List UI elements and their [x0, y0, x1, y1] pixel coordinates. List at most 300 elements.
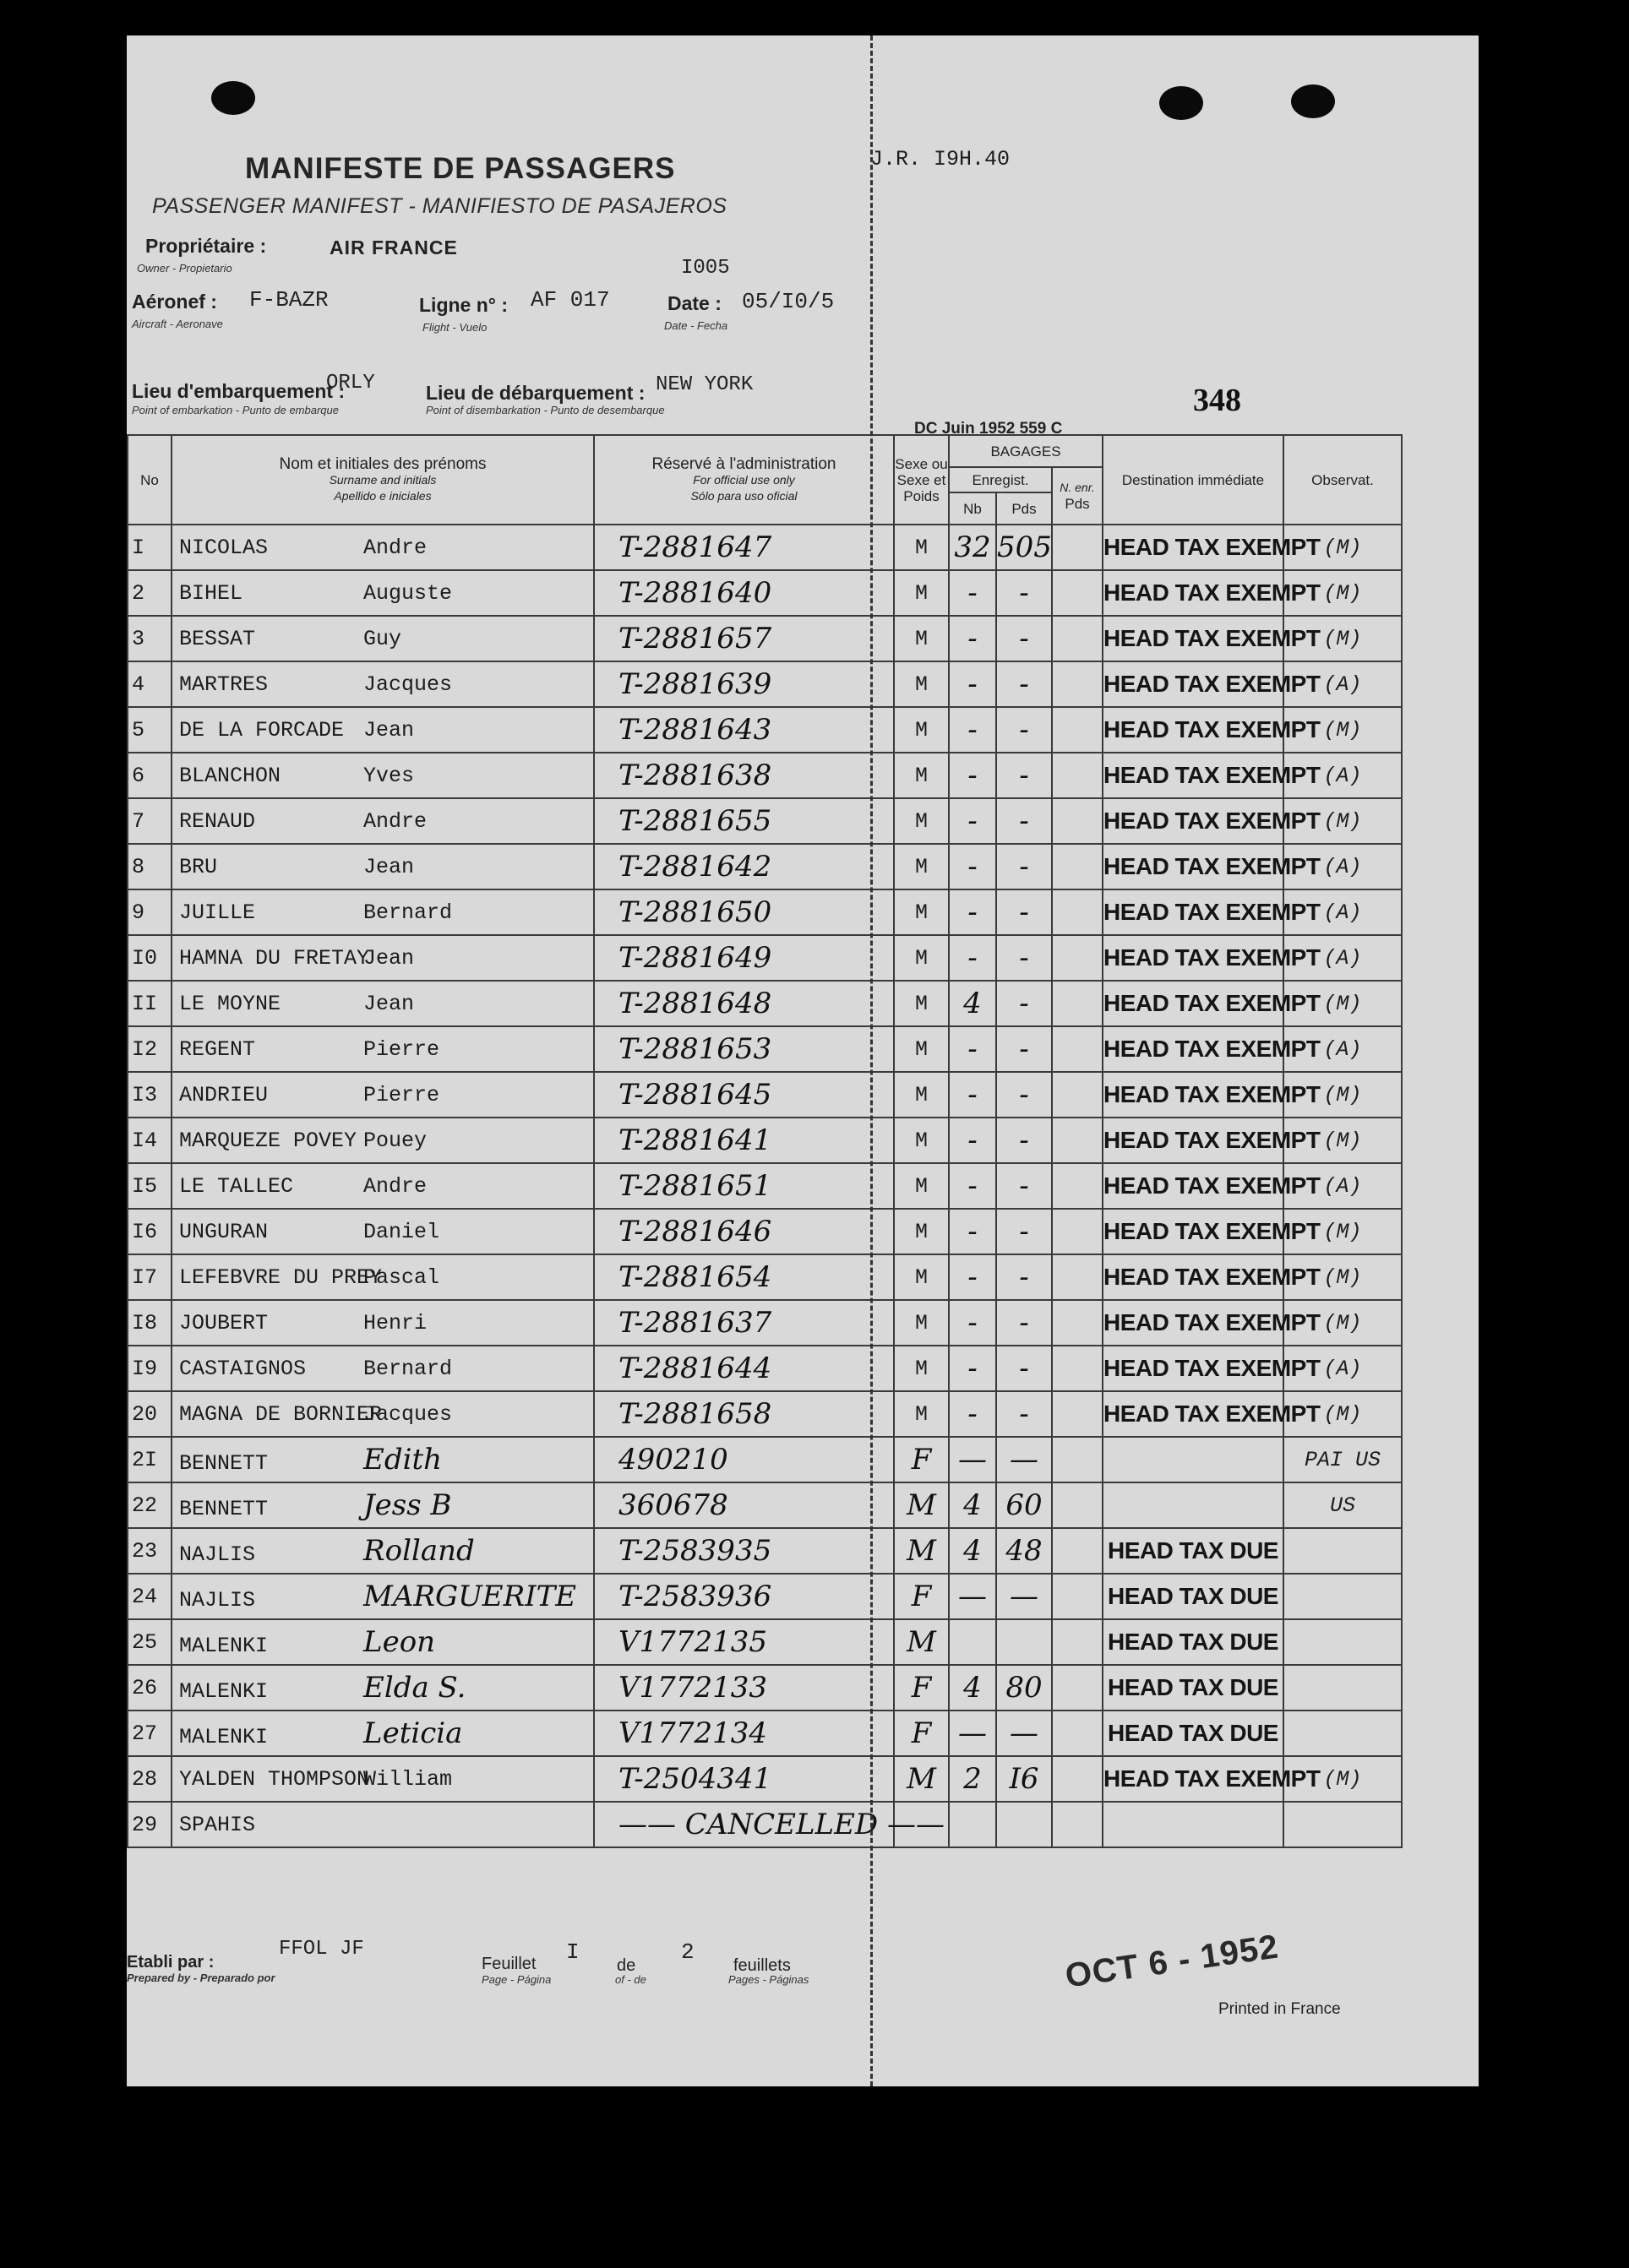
- passenger-rows: [128, 525, 1402, 1847]
- passenger-name: [172, 981, 594, 1026]
- destination-cell: [1103, 1300, 1321, 1346]
- table-row: [128, 753, 1402, 798]
- destination-cell: [1103, 1072, 1321, 1118]
- ticket-value: 360678: [618, 1488, 728, 1522]
- unregistered-weight: [1052, 1346, 1103, 1391]
- sex-value: M: [914, 1310, 928, 1335]
- baggage-count: [949, 1163, 996, 1209]
- baggage-weight: [996, 844, 1052, 889]
- sex-cell: [894, 616, 949, 661]
- sex-cell: [894, 1711, 949, 1756]
- baggage-count: [949, 1026, 996, 1072]
- sheet-value: I: [566, 1939, 580, 1965]
- time-value: I005: [681, 257, 730, 280]
- passenger-first-name: Bernard: [363, 1356, 453, 1381]
- ticket-value: V1772135: [618, 1625, 767, 1659]
- sex-value: M: [914, 945, 928, 971]
- sex-value: M: [914, 854, 928, 879]
- baggage-weight: [996, 1574, 1052, 1619]
- table-row: [128, 707, 1402, 753]
- of-value: 2: [681, 1939, 695, 1965]
- passenger-surname: MARTRES: [179, 672, 269, 697]
- passenger-surname: BESSAT: [179, 626, 256, 651]
- table-row: [128, 1391, 1402, 1437]
- destination-cell: [1103, 1528, 1283, 1574]
- baggage-count-value: -: [967, 759, 978, 792]
- passenger-first-name: Guy: [363, 626, 402, 651]
- sex-value: M: [914, 763, 928, 788]
- head-tax-stamp: HEAD TAX DUE: [1108, 1536, 1278, 1564]
- unregistered-weight: [1052, 935, 1103, 981]
- passenger-surname: MALENKI: [179, 1725, 269, 1749]
- baggage-count-value: -: [967, 804, 978, 838]
- aircraft-label: Aéronef :: [132, 291, 217, 313]
- aircraft-sublabel: Aircraft - Aeronave: [132, 318, 223, 330]
- baggage-count-value: -: [967, 1123, 978, 1157]
- sex-value: F: [911, 1580, 932, 1613]
- head-tax-stamp: HEAD TAX EXEMPT: [1103, 670, 1321, 697]
- passenger-first-name: Elda S.: [363, 1671, 466, 1705]
- observation-cell: (M): [1283, 525, 1402, 570]
- baggage-count: [949, 1391, 996, 1437]
- ticket-number: [594, 1391, 894, 1437]
- baggage-weight-value: -: [1019, 1215, 1029, 1248]
- baggage-weight-value: -: [1019, 1397, 1029, 1431]
- unregistered-weight: [1052, 1072, 1103, 1118]
- head-tax-stamp: HEAD TAX DUE: [1108, 1673, 1278, 1700]
- destination-cell: [1103, 981, 1321, 1026]
- ticket-number: [594, 707, 894, 753]
- ticket-number: [594, 1300, 894, 1346]
- baggage-count-value: -: [967, 1260, 978, 1294]
- baggage-weight: [996, 935, 1052, 981]
- manifest-title: MANIFESTE DE PASSAGERS: [245, 152, 676, 185]
- unregistered-weight: [1052, 1118, 1103, 1163]
- sheets-label: feuillets: [733, 1956, 791, 1975]
- baggage-count: [949, 798, 996, 844]
- sex-value: M: [914, 672, 928, 697]
- ticket-number: [594, 798, 894, 844]
- disembark-value: NEW YORK: [656, 373, 754, 396]
- baggage-count-value: -: [967, 1352, 978, 1385]
- head-tax-stamp: HEAD TAX EXEMPT: [1103, 1172, 1321, 1199]
- punch-hole-right: [1159, 86, 1203, 120]
- table-row: [128, 525, 1402, 570]
- baggage-weight: [996, 1482, 1052, 1528]
- row-number: 2: [128, 570, 172, 616]
- row-number: II: [128, 981, 172, 1026]
- passenger-name: [172, 1391, 594, 1437]
- ticket-number: [594, 753, 894, 798]
- row-number: 7: [128, 798, 172, 844]
- table-row: [128, 889, 1402, 935]
- observation-cell: (A): [1283, 1026, 1402, 1072]
- baggage-count: [949, 1528, 996, 1574]
- destination-cell: [1103, 798, 1321, 844]
- passenger-name: [172, 1254, 594, 1300]
- baggage-count: [949, 1802, 996, 1847]
- passenger-name: [172, 798, 594, 844]
- unregistered-weight: [1052, 1163, 1103, 1209]
- head-tax-stamp: HEAD TAX EXEMPT: [1103, 1035, 1321, 1062]
- observation-cell: (M): [1283, 616, 1402, 661]
- passenger-surname: DE LA FORCADE: [179, 717, 345, 742]
- passenger-surname: LE MOYNE: [179, 991, 281, 1016]
- unregistered-weight: [1052, 1802, 1103, 1847]
- row-number: 6: [128, 753, 172, 798]
- unregistered-weight: [1052, 798, 1103, 844]
- passenger-surname: NICOLAS: [179, 535, 269, 560]
- sheet-sublabel: Page - Página: [482, 1973, 552, 1986]
- observation-cell: (A): [1283, 1346, 1402, 1391]
- sex-cell: [894, 1209, 949, 1254]
- ticket-value: T-2504341: [618, 1762, 772, 1796]
- passenger-first-name: Jean: [363, 991, 415, 1016]
- ticket-value: T-2881639: [618, 667, 772, 701]
- destination-cell: [1103, 1619, 1283, 1665]
- baggage-count: [949, 1118, 996, 1163]
- table-row: [128, 1163, 1402, 1209]
- sex-value: M: [914, 1082, 928, 1107]
- ticket-value: T-2881643: [618, 713, 772, 747]
- destination-cell: [1103, 1391, 1321, 1437]
- table-row: [128, 661, 1402, 707]
- passenger-first-name: Pierre: [363, 1036, 440, 1062]
- baggage-weight-value: 505: [997, 530, 1052, 564]
- sheet-label: Feuillet: [482, 1955, 537, 1973]
- baggage-count-value: -: [967, 941, 978, 975]
- sex-value: M: [914, 1356, 928, 1381]
- sex-cell: [894, 1163, 949, 1209]
- ticket-number: [594, 981, 894, 1026]
- passenger-name: [172, 1300, 594, 1346]
- baggage-weight: [996, 753, 1052, 798]
- baggage-weight: [996, 1209, 1052, 1254]
- passenger-name: [172, 1482, 594, 1528]
- baggage-count: [949, 1300, 996, 1346]
- passenger-first-name: Jacques: [363, 672, 453, 697]
- baggage-count-value: -: [967, 576, 978, 610]
- head-tax-stamp: HEAD TAX EXEMPT: [1103, 1308, 1321, 1335]
- sex-cell: [894, 707, 949, 753]
- ticket-number: [594, 1254, 894, 1300]
- baggage-count: [949, 1756, 996, 1802]
- ticket-value: T-2881641: [618, 1123, 772, 1157]
- passenger-first-name: Jean: [363, 717, 415, 742]
- head-tax-stamp: HEAD TAX EXEMPT: [1103, 944, 1321, 971]
- destination-cell: [1103, 1163, 1321, 1209]
- passenger-first-name: Daniel: [363, 1219, 440, 1244]
- sex-cell: [894, 981, 949, 1026]
- flight-sublabel: Flight - Vuelo: [422, 321, 488, 334]
- baggage-weight: [996, 1711, 1052, 1756]
- destination-cell: [1103, 661, 1321, 707]
- col-observ: Observat.: [1283, 435, 1402, 525]
- sex-value: M: [914, 535, 928, 560]
- passenger-first-name: William: [363, 1766, 453, 1792]
- table-row: [128, 1209, 1402, 1254]
- baggage-weight-value: -: [1019, 1032, 1029, 1066]
- passenger-surname: MALENKI: [179, 1634, 269, 1658]
- passenger-surname: RENAUD: [179, 808, 256, 834]
- col-registered: Enregist.: [949, 467, 1052, 492]
- ticket-value: T-2881653: [618, 1032, 772, 1066]
- date-stamp: OCT 6 - 1952: [1063, 1928, 1282, 1995]
- row-number: I9: [128, 1346, 172, 1391]
- ticket-value: T-2881651: [618, 1169, 772, 1203]
- unregistered-weight: [1052, 844, 1103, 889]
- ticket-value: —— CANCELLED ——: [618, 1808, 945, 1841]
- passenger-name: [172, 1437, 594, 1482]
- baggage-weight-value: -: [1019, 1169, 1029, 1203]
- passenger-first-name: Pascal: [363, 1265, 440, 1290]
- observation-cell: US: [1283, 1482, 1402, 1528]
- passenger-surname: BRU: [179, 854, 218, 879]
- head-tax-stamp: HEAD TAX DUE: [1108, 1719, 1278, 1746]
- ticket-number: [594, 1026, 894, 1072]
- baggage-weight: [996, 1665, 1052, 1711]
- of-sublabel: of - de: [615, 1973, 646, 1986]
- baggage-count-value: 32: [954, 530, 991, 564]
- ticket-number: [594, 935, 894, 981]
- sex-cell: [894, 1391, 949, 1437]
- row-number: I2: [128, 1026, 172, 1072]
- passenger-surname: LE TALLEC: [179, 1173, 294, 1199]
- table-row: [128, 1072, 1402, 1118]
- sex-cell: [894, 525, 949, 570]
- unregistered-weight: [1052, 981, 1103, 1026]
- row-number: 29: [128, 1802, 172, 1847]
- head-tax-stamp: HEAD TAX EXEMPT: [1103, 1126, 1321, 1153]
- date-sublabel: Date - Fecha: [664, 319, 728, 332]
- form-code: DC Juin 1952 559 C: [914, 420, 1063, 438]
- baggage-weight: [996, 707, 1052, 753]
- sex-cell: [894, 1118, 949, 1163]
- passenger-name: [172, 889, 594, 935]
- observation-cell: (M): [1283, 1300, 1402, 1346]
- row-number: 4: [128, 661, 172, 707]
- unregistered-weight: [1052, 1574, 1103, 1619]
- head-tax-stamp: HEAD TAX EXEMPT: [1103, 533, 1321, 560]
- baggage-count-value: 4: [963, 1534, 982, 1568]
- baggage-weight: [996, 525, 1052, 570]
- baggage-count-value: -: [967, 713, 978, 747]
- ticket-number: [594, 1209, 894, 1254]
- ticket-value: T-2881648: [618, 987, 772, 1020]
- unregistered-weight: [1052, 1254, 1103, 1300]
- table-row: [128, 981, 1402, 1026]
- unregistered-weight: [1052, 1711, 1103, 1756]
- of-label: de: [617, 1956, 636, 1975]
- baggage-count: [949, 1619, 996, 1665]
- row-number: I: [128, 525, 172, 570]
- sex-cell: [894, 1254, 949, 1300]
- baggage-count-value: -: [967, 1215, 978, 1248]
- passenger-surname: NAJLIS: [179, 1542, 256, 1567]
- passenger-surname: MARQUEZE POVEY: [179, 1128, 357, 1153]
- baggage-weight-value: 48: [1005, 1534, 1043, 1568]
- ticket-number: [594, 844, 894, 889]
- sex-cell: [894, 661, 949, 707]
- baggage-count-value: 4: [963, 1488, 982, 1522]
- observation-cell: (M): [1283, 1756, 1402, 1802]
- row-number: 2I: [128, 1437, 172, 1482]
- ticket-number: [594, 1072, 894, 1118]
- unregistered-weight: [1052, 1300, 1103, 1346]
- sex-value: F: [911, 1716, 932, 1750]
- passenger-first-name: Edith: [363, 1443, 443, 1477]
- baggage-weight-value: -: [1019, 987, 1029, 1020]
- destination-cell: [1103, 1711, 1283, 1756]
- baggage-weight: [996, 1756, 1052, 1802]
- flight-label: Ligne n° :: [419, 294, 509, 316]
- row-number: 23: [128, 1528, 172, 1574]
- ticket-value: V1772134: [618, 1716, 767, 1750]
- baggage-weight: [996, 1026, 1052, 1072]
- destination-cell: [1103, 616, 1321, 661]
- table-row: [128, 1802, 1402, 1847]
- ticket-number: [594, 889, 894, 935]
- destination-cell: [1103, 707, 1321, 753]
- passenger-surname: BENNETT: [179, 1497, 269, 1521]
- ticket-number: [594, 1482, 894, 1528]
- passenger-name: [172, 1118, 594, 1163]
- baggage-count-value: —: [958, 1580, 987, 1613]
- ticket-value: T-2881644: [618, 1352, 772, 1385]
- head-tax-stamp: HEAD TAX EXEMPT: [1103, 807, 1321, 834]
- passenger-name: [172, 1026, 594, 1072]
- baggage-weight: [996, 1118, 1052, 1163]
- sex-value: M: [907, 1534, 936, 1568]
- row-number: I8: [128, 1300, 172, 1346]
- aircraft-value: F-BAZR: [249, 287, 329, 313]
- baggage-weight-value: -: [1019, 1260, 1029, 1294]
- passenger-first-name: Andre: [363, 808, 428, 834]
- sex-value: M: [914, 1401, 928, 1427]
- ticket-number: [594, 525, 894, 570]
- sex-cell: [894, 1072, 949, 1118]
- ticket-value: T-2583935: [618, 1534, 772, 1568]
- baggage-weight-value: -: [1019, 1123, 1029, 1157]
- unregistered-weight: [1052, 616, 1103, 661]
- prepared-label: Etabli par :: [127, 1953, 215, 1972]
- punch-hole-left: [211, 81, 255, 115]
- ticket-number: [594, 1619, 894, 1665]
- observation-cell: (M): [1283, 1254, 1402, 1300]
- destination-cell: [1103, 1209, 1321, 1254]
- sex-value: M: [907, 1762, 936, 1796]
- sex-value: M: [907, 1488, 936, 1522]
- prepared-sublabel: Prepared by - Preparado por: [127, 1972, 275, 1984]
- passenger-table: [127, 434, 1403, 1848]
- observation-cell: (A): [1283, 935, 1402, 981]
- baggage-count-value: -: [967, 622, 978, 655]
- owner-label: Propriétaire :: [145, 235, 267, 257]
- table-row: [128, 1346, 1402, 1391]
- baggage-count-value: -: [967, 1306, 978, 1340]
- baggage-count: [949, 1482, 996, 1528]
- col-sex: Sexe ou Sexe et Poids: [894, 435, 949, 525]
- passenger-name: [172, 1528, 594, 1574]
- sex-value: F: [911, 1671, 932, 1705]
- baggage-count: [949, 1254, 996, 1300]
- row-number: 8: [128, 844, 172, 889]
- table-row: [128, 1026, 1402, 1072]
- passenger-name: [172, 935, 594, 981]
- baggage-count: [949, 1346, 996, 1391]
- head-tax-stamp: HEAD TAX EXEMPT: [1103, 898, 1321, 925]
- ticket-value: T-2583936: [618, 1580, 772, 1613]
- table-row: [128, 798, 1402, 844]
- observation-cell: [1283, 1528, 1402, 1574]
- sex-cell: [894, 1528, 949, 1574]
- head-tax-stamp: HEAD TAX EXEMPT: [1103, 715, 1321, 742]
- ticket-value: T-2881637: [618, 1306, 772, 1340]
- ticket-value: T-2881640: [618, 576, 772, 610]
- table-row: [128, 1437, 1402, 1482]
- passenger-surname: JOUBERT: [179, 1310, 269, 1335]
- table-row: [128, 616, 1402, 661]
- destination-cell: [1103, 570, 1321, 616]
- head-tax-stamp: HEAD TAX DUE: [1108, 1582, 1278, 1609]
- baggage-weight-value: -: [1019, 576, 1029, 610]
- sex-cell: [894, 1026, 949, 1072]
- baggage-count-value: 4: [963, 987, 982, 1020]
- ref-stamp: J.R. I9H.40: [870, 147, 1011, 171]
- row-number: 5: [128, 707, 172, 753]
- passenger-first-name: Jean: [363, 854, 415, 879]
- destination-cell: [1103, 1026, 1321, 1072]
- baggage-count: [949, 1711, 996, 1756]
- ticket-value: T-2881654: [618, 1260, 772, 1294]
- passenger-first-name: Rolland: [363, 1534, 475, 1568]
- head-tax-stamp: HEAD TAX EXEMPT: [1103, 624, 1321, 651]
- sex-value: F: [911, 1443, 932, 1477]
- sex-cell: [894, 1482, 949, 1528]
- owner-value: AIR FRANCE: [330, 237, 458, 258]
- observation-cell: (A): [1283, 889, 1402, 935]
- manifest-sheet: [127, 35, 1479, 2086]
- baggage-count: [949, 935, 996, 981]
- row-number: 28: [128, 1756, 172, 1802]
- passenger-name: [172, 1619, 594, 1665]
- ticket-number: [594, 1118, 894, 1163]
- unregistered-weight: [1052, 1437, 1103, 1482]
- sex-cell: [894, 1300, 949, 1346]
- baggage-weight: [996, 1346, 1052, 1391]
- ticket-number: [594, 661, 894, 707]
- passenger-first-name: MARGUERITE: [363, 1580, 577, 1613]
- baggage-weight-value: -: [1019, 1078, 1029, 1112]
- baggage-count-value: 2: [963, 1762, 982, 1796]
- baggage-count: [949, 570, 996, 616]
- passenger-name: [172, 616, 594, 661]
- sex-value: M: [914, 1265, 928, 1290]
- baggage-weight-value: -: [1019, 1306, 1029, 1340]
- row-number: I3: [128, 1072, 172, 1118]
- baggage-weight-value: -: [1019, 759, 1029, 792]
- head-tax-stamp: HEAD TAX EXEMPT: [1103, 1400, 1321, 1427]
- table-row: [128, 1665, 1402, 1711]
- manifest-subtitle: PASSENGER MANIFEST - MANIFIESTO DE PASAJEROS: [152, 194, 727, 218]
- baggage-count: [949, 753, 996, 798]
- baggage-count-value: -: [967, 1032, 978, 1066]
- observation-cell: (M): [1283, 570, 1402, 616]
- baggage-count: [949, 1072, 996, 1118]
- ticket-value: T-2881645: [618, 1078, 772, 1112]
- page-number: 348: [1193, 383, 1241, 418]
- baggage-weight-value: -: [1019, 713, 1029, 747]
